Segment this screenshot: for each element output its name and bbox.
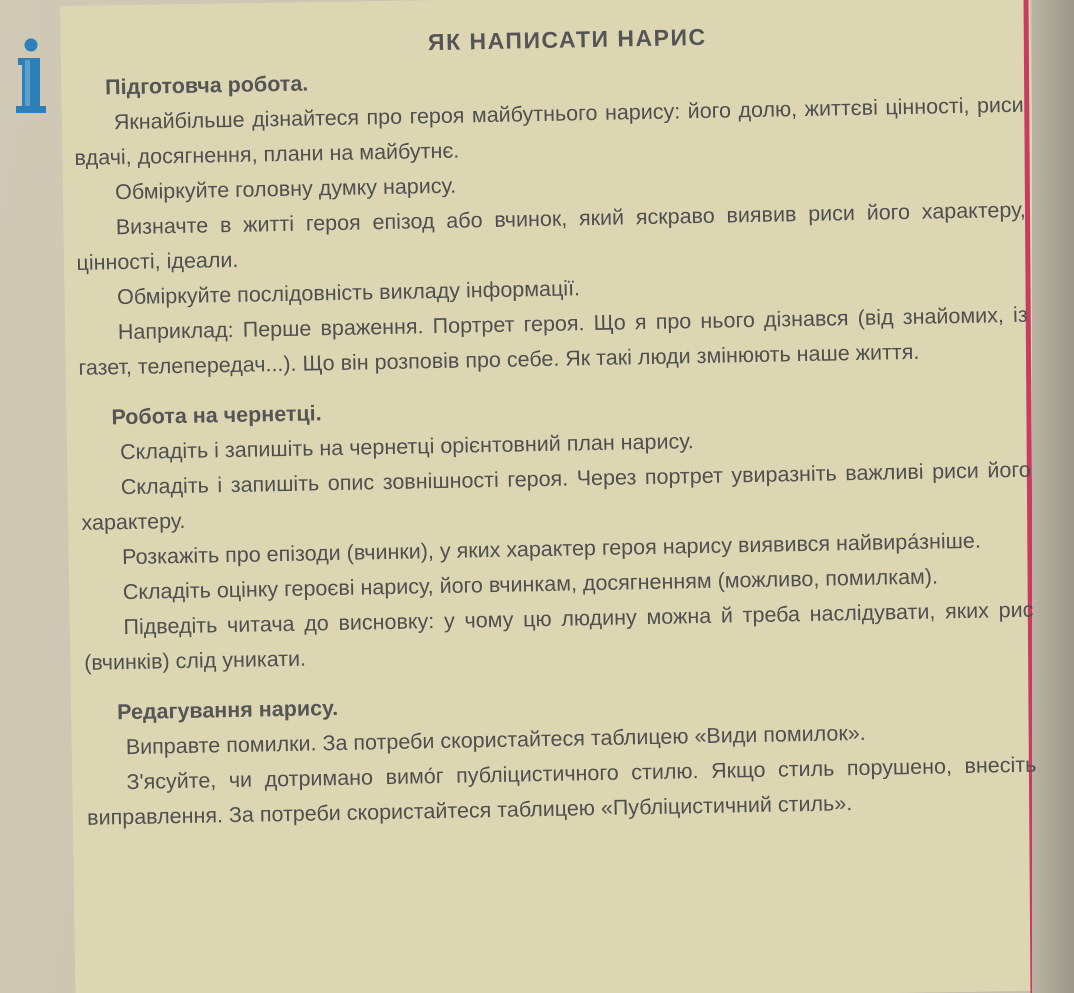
section-heading: Редагування нарису.	[116, 696, 339, 725]
section-editing	[85, 677, 1038, 836]
paragraph: Наприклад: Перше враження. Портрет героя. Що я про нього дізнався (від знайомих, із газет, телепередач...). Що він розповів про себе. Як такі люди змінюють наше життя.	[78, 302, 1028, 380]
article	[72, 10, 1037, 836]
section-heading: Підготовча робота.	[104, 71, 309, 100]
paragraph: Якнайбільше дізнайтеся про героя майбутнього нарису: його долю, життєві цінності, риси вдачі, досягнення, плани на майбутнє.	[74, 92, 1024, 170]
page-margin	[1032, 0, 1074, 993]
page-title: ЯК НАПИСАТИ НАРИС	[427, 23, 707, 56]
paragraph: Виправте помилки. За потреби скористайтеся таблицею «Види помилок».	[125, 720, 866, 760]
section-preparation	[73, 52, 1029, 386]
paragraph: Підведіть читача до висновку: у чому цю людину можна й треба наслідувати, яких рис (вчинків) слід уникати.	[83, 597, 1034, 675]
paragraph: Складіть оцінку героєві нарису, його вчинкам, досягненням (можливо, помилкам).	[122, 564, 939, 605]
paragraph: З'ясуйте, чи дотримано вимо́г публіцистичного стилю. Якщо стиль порушено, внесіть виправлення. За потреби скористайтеся таблицею «Публіцистичний стиль».	[86, 752, 1037, 830]
paragraph: Розкажіть про епізоди (вчинки), у яких характер героя нарису виявився найвира́зніше.	[121, 528, 982, 570]
paragraph: Обміркуйте головну думку нарису.	[114, 173, 457, 205]
paragraph: Визначте в житті героя епізод або вчинок, який яскраво виявив риси його характеру, цінності, ідеали.	[76, 197, 1026, 275]
paragraph: Складіть і запишіть опис зовнішності героя. Через портрет увиразніть важливі риси його характеру.	[81, 457, 1031, 535]
info-icon	[10, 36, 50, 116]
section-heading: Робота на чернетці.	[111, 401, 322, 430]
paragraph: Складіть і запишіть на чернетці орієнтовний план нарису.	[119, 429, 695, 465]
paragraph: Обміркуйте послідовність викладу інформації.	[116, 276, 581, 310]
section-draft	[79, 382, 1034, 681]
